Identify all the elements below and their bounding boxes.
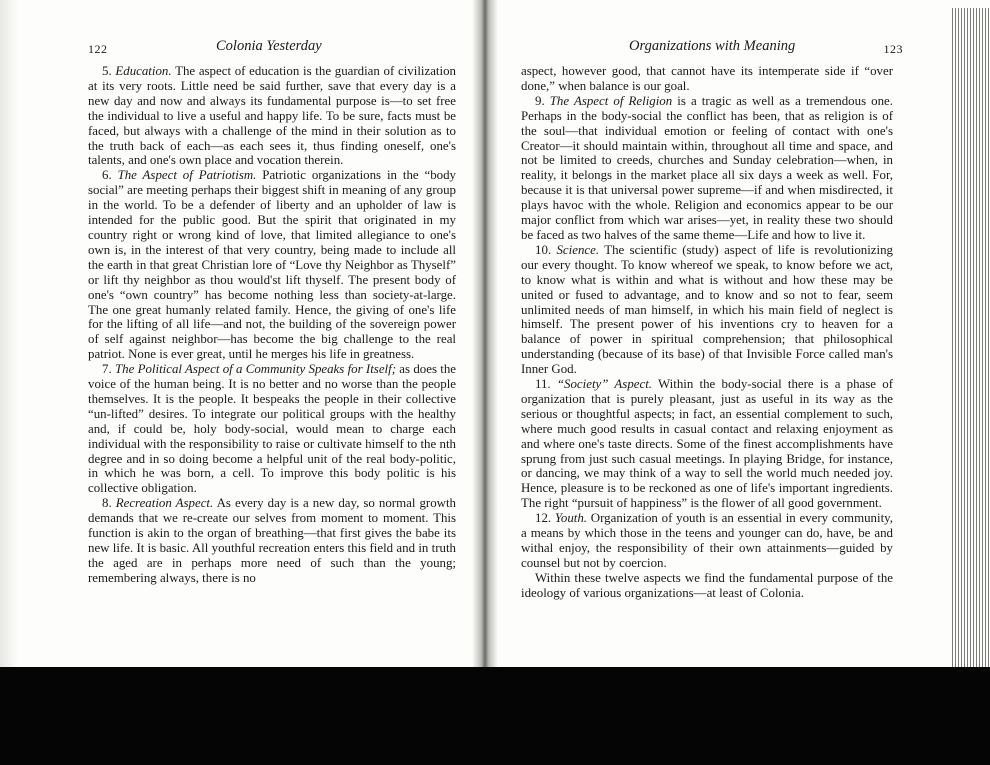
item-number: 11. [535, 377, 557, 392]
item-text: Patriotic organizations in the “body social” are meeting perhaps their biggest shift in meaning of any group in the world. To be a defender of liberty and an upholder of law is intended for the public good. But the spirit that originated in my country right or wrong kind of love, that limited allegiance to one's own is, in the interest of that very country, being made to include all the earth in that great Christian lore of “Love thy Neighbor as Thyself” or lift thy neighbor as thou would'st lift thyself. The present body of one's “own country” has become nothing less than society-at-large. The one great humanly related family. Hence, the giving of one's life for the lifting of all life—and not, the building of the sovereign power of self against neighbor—has become the big challenge to the real patriot. None is ever great, until he merges his life in greatness. [88, 168, 457, 362]
item-text: Organization of youth is an essential in every community, a means by which those in the teens and younger can do, have, be and withal enjoy, the responsibility of their own attainments—guided by counsel but not by coercion. [521, 511, 893, 570]
item-text: as does the voice of the human being. It is no better and no worse than the people themselves. It is the people. It bespeaks the people in their collective “un-lifted” desires. To integrate our political groups with the healthy and, if could be, holy body-social, would mean to charge each individual with the responsibility to raise or cultivate himself to the nth degree and in so doing become a helpful unit of the real body-politic, in which he was born, a cell. To improve this body politic is his collective obligation. [88, 362, 456, 496]
item-title: Recreation Aspect. [115, 496, 214, 511]
item-text: The aspect of education is the guardian of civilization at its very roots. Little need be said further, save that every day is a new day and now and always its fundamental purpose is—to set free the individual to live a useful and happy life. To be sure, facts must be faced, but always with a challenge of the mind in their solution as to the truth back of each—as each sees it, thus finding oneself, one's talents, and one's own place and vocation therein. [88, 64, 456, 168]
paragraph-science [521, 243, 893, 377]
page-number: 123 [883, 42, 903, 56]
item-text: Within the body-social there is a phase of organization that is purely pleasant, just as useful in its way as the serious or thoughtful aspects; in fact, an essential complement to such, where much good results in casual contact and relaxing enjoyment as and where one's taste directs. Some of the finest accomplishments have sprung from just such casual meetings. In playing Bridge, for instance, or dancing, we may think of a way to sell the world much needed joy. Hence, pleasure is to be reckoned as one of life's important ingredients. The right “pursuit of happiness” is the flower of all good government. [521, 377, 893, 511]
item-title: The Aspect of Patriotism. [117, 168, 257, 183]
item-title: Science. [556, 242, 600, 257]
paragraph-political [88, 362, 456, 496]
right-running-head [521, 38, 903, 60]
item-number: 7. [102, 362, 115, 377]
paragraph-continuation: aspect, however good, that cannot have its intemperate side if “over done,” when balance is our goal. [521, 64, 893, 93]
item-number: 5. [102, 64, 116, 78]
page-stack-edges [950, 8, 990, 667]
item-title: The Aspect of Religion [549, 93, 673, 108]
item-text: The scientific (study) aspect of life is revolutionizing our every thought. To know whereof we speak, to know before we act, to know what is within and what is without and how these may be united or fused to advantage, and to know and so not to fear, seem unlimited needs of man himself, in which his main field of neglect is himself. The present power of his inventions cry to heaven for a balance of power in spiritual comprehension; that philosophical understanding (because of its base) of that Invisible Force called man's Inner God. [521, 242, 893, 377]
running-head-title: Colonia Yesterday [216, 38, 322, 54]
left-running-head [88, 38, 456, 60]
running-head-title: Organizations with Meaning [629, 38, 796, 54]
book-gutter [472, 0, 498, 667]
paragraph-youth [521, 511, 893, 571]
right-page [521, 38, 903, 601]
paragraph-education [88, 64, 456, 168]
paragraph-recreation [88, 496, 456, 585]
item-title: Youth. [554, 511, 588, 526]
page-number: 122 [88, 42, 108, 56]
item-number: 9. [535, 93, 550, 108]
paragraph-conclusion: Within these twelve aspects we find the fundamental purpose of the ideology of various organizations—at least of Colonia. [521, 570, 893, 600]
item-title: “Society” Aspect. [556, 377, 653, 392]
item-number: 12. [535, 511, 555, 526]
item-number: 8. [102, 496, 116, 511]
item-text: As every day is a new day, so normal growth demands that we re-create our selves from moment to moment. This function is akin to the organ of breathing—that first gives the babe its new life. It is basic. All youthful recreation enters this field and in truth the aged are in perhaps more need of such than the young; remembering always, there is no [88, 496, 456, 585]
left-page [88, 38, 456, 586]
paragraph-society [521, 377, 893, 511]
item-text: is a tragic as well as a tremendous one. Perhaps in the body-social the conflict has been, that as religion is of the soul—that individual emotion or feeling of contact with one's Creator—it should maintain within, throughout all time and space, and not be limited to creeds, churches and Sunday celebration—when, in reality, it belongs in the market place all six days a week as well. For, because it is that universal power supreme—if and when misdirected, it plays havoc with the whole. Religion and economics appear to be our major conflict from which war arises—yet, in reality these two should be faced as two halves of the same theme—Life and how to live it. [521, 93, 894, 242]
paragraph-patriotism [88, 168, 456, 362]
item-number: 6. [102, 168, 118, 183]
item-title: Education. [115, 64, 172, 78]
item-title: The Political Aspect of a Community Speaks for Itself; [114, 362, 396, 377]
item-number: 10. [535, 242, 557, 257]
paragraph-religion [521, 94, 893, 243]
scanner-background [0, 667, 990, 765]
left-page-edge [0, 0, 18, 667]
